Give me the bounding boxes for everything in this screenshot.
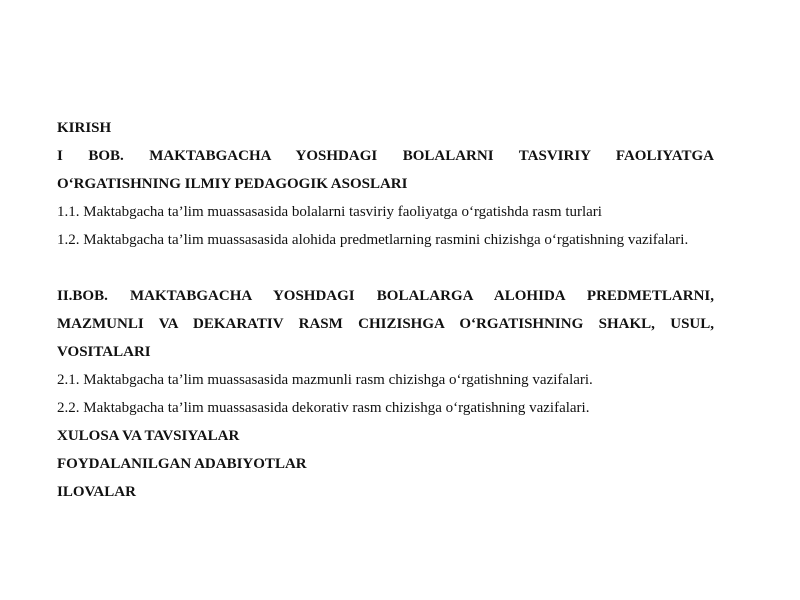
chapter2-title-line3: VOSITALARI <box>57 344 151 360</box>
toc-appendices: ILOVALAR <box>57 484 136 500</box>
section-2-1: 2.1. Maktabgacha ta’lim muassasasida mazmunli rasm chizishga o‘rgatishning vazifalari. <box>57 372 593 388</box>
chapter1-title-line1: I BOB. MAKTABGACHA YOSHDAGI BOLALARNI TASVIRIY FAOLIYATGA <box>57 148 714 164</box>
chapter1-title-line2: O‘RGATISHNING ILMIY PEDAGOGIK ASOSLARI <box>57 176 408 192</box>
section-1-1: 1.1. Maktabgacha ta’lim muassasasida bolalarni tasviriy faoliyatga o‘rgatishda rasm turlari <box>57 204 602 220</box>
chapter2-title-line1: II.BOB. MAKTABGACHA YOSHDAGI BOLALARGA ALOHIDA PREDMETLARNI, <box>57 288 714 304</box>
spacer <box>57 254 714 282</box>
section-1-2: 1.2. Maktabgacha ta’lim muassasasida alohida predmetlarning rasmini chizishga o‘rgatishning vazifalari. <box>57 232 689 248</box>
table-of-contents <box>57 114 714 506</box>
toc-conclusion: XULOSA VA TAVSIYALAR <box>57 428 240 444</box>
toc-references: FOYDALANILGAN ADABIYOTLAR <box>57 456 307 472</box>
chapter2-title-line2: MAZMUNLI VA DEKARATIV RASM CHIZISHGA O‘RGATISHNING SHAKL, USUL, <box>57 316 714 332</box>
section-2-2: 2.2. Maktabgacha ta’lim muassasasida dekorativ rasm chizishga o‘rgatishning vazifalari. <box>57 400 590 416</box>
toc-intro: KIRISH <box>57 120 112 136</box>
